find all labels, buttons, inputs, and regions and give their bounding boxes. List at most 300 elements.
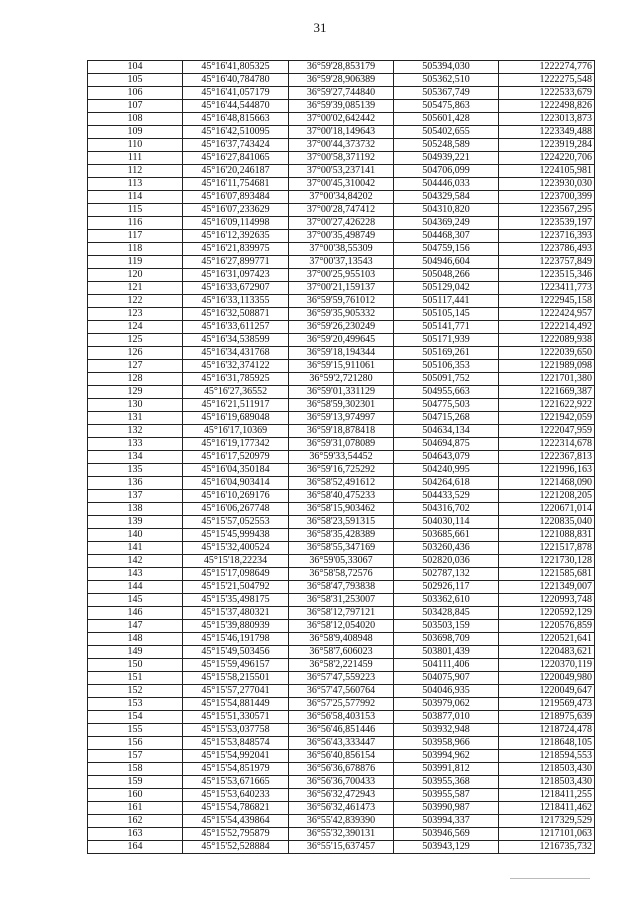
table-row bbox=[88, 230, 595, 243]
point-number-cell: 128 bbox=[88, 373, 183, 386]
y-coordinate-cell: 1222047,959 bbox=[499, 425, 595, 438]
longitude-cell: 36°59'2,721280 bbox=[289, 373, 394, 386]
table-row bbox=[88, 477, 595, 490]
point-number-cell: 117 bbox=[88, 230, 183, 243]
point-number-cell: 104 bbox=[88, 61, 183, 74]
point-number-cell: 118 bbox=[88, 243, 183, 256]
longitude-cell: 36°59'28,853179 bbox=[289, 61, 394, 74]
latitude-cell: 45°15'46,191798 bbox=[183, 633, 289, 646]
point-number-cell: 145 bbox=[88, 594, 183, 607]
longitude-cell: 36°59'31,078089 bbox=[289, 438, 394, 451]
longitude-cell: 37°00'27,426228 bbox=[289, 217, 394, 230]
x-coordinate-cell: 504075,907 bbox=[394, 672, 499, 685]
longitude-cell: 36°59'05,33067 bbox=[289, 555, 394, 568]
x-coordinate-cell: 505117,441 bbox=[394, 295, 499, 308]
point-number-cell: 122 bbox=[88, 295, 183, 308]
point-number-cell: 164 bbox=[88, 841, 183, 854]
table-row bbox=[88, 620, 595, 633]
table-row bbox=[88, 399, 595, 412]
longitude-cell: 36°59'33,54452 bbox=[289, 451, 394, 464]
x-coordinate-cell: 505106,353 bbox=[394, 360, 499, 373]
table-row bbox=[88, 711, 595, 724]
table-row bbox=[88, 152, 595, 165]
longitude-cell: 36°58'9,408948 bbox=[289, 633, 394, 646]
latitude-cell: 45°16'34,538599 bbox=[183, 334, 289, 347]
y-coordinate-cell: 1223567,295 bbox=[499, 204, 595, 217]
table-row bbox=[88, 139, 595, 152]
y-coordinate-cell: 1221622,922 bbox=[499, 399, 595, 412]
y-coordinate-cell: 1216735,732 bbox=[499, 841, 595, 854]
coordinates-table-body bbox=[88, 61, 595, 854]
latitude-cell: 45°16'20,246187 bbox=[183, 165, 289, 178]
point-number-cell: 148 bbox=[88, 633, 183, 646]
latitude-cell: 45°15'54,439864 bbox=[183, 815, 289, 828]
longitude-cell: 36°59'18,194344 bbox=[289, 347, 394, 360]
point-number-cell: 162 bbox=[88, 815, 183, 828]
y-coordinate-cell: 1223757,849 bbox=[499, 256, 595, 269]
x-coordinate-cell: 503685,661 bbox=[394, 529, 499, 542]
latitude-cell: 45°15'35,498175 bbox=[183, 594, 289, 607]
table-row bbox=[88, 594, 595, 607]
page-number: 31 bbox=[313, 20, 327, 35]
table-row bbox=[88, 191, 595, 204]
x-coordinate-cell: 505105,145 bbox=[394, 308, 499, 321]
latitude-cell: 45°15'57,277041 bbox=[183, 685, 289, 698]
x-coordinate-cell: 503801,439 bbox=[394, 646, 499, 659]
x-coordinate-cell: 504240,995 bbox=[394, 464, 499, 477]
point-number-cell: 126 bbox=[88, 347, 183, 360]
longitude-cell: 37°00'21,159137 bbox=[289, 282, 394, 295]
point-number-cell: 131 bbox=[88, 412, 183, 425]
y-coordinate-cell: 1220049,647 bbox=[499, 685, 595, 698]
y-coordinate-cell: 1218594,553 bbox=[499, 750, 595, 763]
y-coordinate-cell: 1224220,706 bbox=[499, 152, 595, 165]
table-row bbox=[88, 802, 595, 815]
latitude-cell: 45°16'27,36552 bbox=[183, 386, 289, 399]
x-coordinate-cell: 503943,129 bbox=[394, 841, 499, 854]
x-coordinate-cell: 503932,948 bbox=[394, 724, 499, 737]
x-coordinate-cell: 505169,261 bbox=[394, 347, 499, 360]
point-number-cell: 114 bbox=[88, 191, 183, 204]
point-number-cell: 155 bbox=[88, 724, 183, 737]
table-row bbox=[88, 360, 595, 373]
y-coordinate-cell: 1218724,478 bbox=[499, 724, 595, 737]
latitude-cell: 45°16'41,057179 bbox=[183, 87, 289, 100]
longitude-cell: 36°55'15,637457 bbox=[289, 841, 394, 854]
point-number-cell: 140 bbox=[88, 529, 183, 542]
point-number-cell: 116 bbox=[88, 217, 183, 230]
longitude-cell: 37°00'53,237141 bbox=[289, 165, 394, 178]
x-coordinate-cell: 504030,114 bbox=[394, 516, 499, 529]
x-coordinate-cell: 502787,132 bbox=[394, 568, 499, 581]
y-coordinate-cell: 1220370,119 bbox=[499, 659, 595, 672]
y-coordinate-cell: 1222214,492 bbox=[499, 321, 595, 334]
latitude-cell: 45°16'37,743424 bbox=[183, 139, 289, 152]
table-row bbox=[88, 750, 595, 763]
point-number-cell: 152 bbox=[88, 685, 183, 698]
x-coordinate-cell: 504433,529 bbox=[394, 490, 499, 503]
table-row bbox=[88, 412, 595, 425]
longitude-cell: 36°56'32,461473 bbox=[289, 802, 394, 815]
latitude-cell: 45°15'57,052553 bbox=[183, 516, 289, 529]
y-coordinate-cell: 1217329,529 bbox=[499, 815, 595, 828]
point-number-cell: 163 bbox=[88, 828, 183, 841]
latitude-cell: 45°15'17,098649 bbox=[183, 568, 289, 581]
point-number-cell: 136 bbox=[88, 477, 183, 490]
latitude-cell: 45°15'52,795879 bbox=[183, 828, 289, 841]
latitude-cell: 45°16'41,805325 bbox=[183, 61, 289, 74]
y-coordinate-cell: 1218411,462 bbox=[499, 802, 595, 815]
x-coordinate-cell: 505601,428 bbox=[394, 113, 499, 126]
x-coordinate-cell: 505248,589 bbox=[394, 139, 499, 152]
table-row bbox=[88, 776, 595, 789]
latitude-cell: 45°15'54,851979 bbox=[183, 763, 289, 776]
y-coordinate-cell: 1220049,980 bbox=[499, 672, 595, 685]
x-coordinate-cell: 503428,845 bbox=[394, 607, 499, 620]
latitude-cell: 45°15'54,992041 bbox=[183, 750, 289, 763]
y-coordinate-cell: 1223930,030 bbox=[499, 178, 595, 191]
y-coordinate-cell: 1223700,399 bbox=[499, 191, 595, 204]
point-number-cell: 123 bbox=[88, 308, 183, 321]
table-row bbox=[88, 529, 595, 542]
y-coordinate-cell: 1220671,014 bbox=[499, 503, 595, 516]
point-number-cell: 130 bbox=[88, 399, 183, 412]
longitude-cell: 36°59'59,761012 bbox=[289, 295, 394, 308]
y-coordinate-cell: 1222039,650 bbox=[499, 347, 595, 360]
table-row bbox=[88, 321, 595, 334]
x-coordinate-cell: 504111,406 bbox=[394, 659, 499, 672]
longitude-cell: 36°59'26,230249 bbox=[289, 321, 394, 334]
y-coordinate-cell: 1223349,488 bbox=[499, 126, 595, 139]
point-number-cell: 113 bbox=[88, 178, 183, 191]
longitude-cell: 37°00'28,747412 bbox=[289, 204, 394, 217]
table-row bbox=[88, 61, 595, 74]
x-coordinate-cell: 504775,503 bbox=[394, 399, 499, 412]
x-coordinate-cell: 503362,610 bbox=[394, 594, 499, 607]
table-row bbox=[88, 74, 595, 87]
x-coordinate-cell: 504264,618 bbox=[394, 477, 499, 490]
y-coordinate-cell: 1223786,493 bbox=[499, 243, 595, 256]
longitude-cell: 36°58'31,253007 bbox=[289, 594, 394, 607]
longitude-cell: 36°59'01,331129 bbox=[289, 386, 394, 399]
longitude-cell: 37°00'34,84202 bbox=[289, 191, 394, 204]
longitude-cell: 36°58'7,606023 bbox=[289, 646, 394, 659]
point-number-cell: 127 bbox=[88, 360, 183, 373]
x-coordinate-cell: 503994,337 bbox=[394, 815, 499, 828]
x-coordinate-cell: 505048,266 bbox=[394, 269, 499, 282]
latitude-cell: 45°16'32,374122 bbox=[183, 360, 289, 373]
y-coordinate-cell: 1218411,255 bbox=[499, 789, 595, 802]
point-number-cell: 151 bbox=[88, 672, 183, 685]
y-coordinate-cell: 1221585,681 bbox=[499, 568, 595, 581]
table-row bbox=[88, 724, 595, 737]
latitude-cell: 45°16'40,784780 bbox=[183, 74, 289, 87]
table-row bbox=[88, 373, 595, 386]
table-row bbox=[88, 646, 595, 659]
longitude-cell: 36°58'2,221459 bbox=[289, 659, 394, 672]
latitude-cell: 45°16'07,893484 bbox=[183, 191, 289, 204]
point-number-cell: 141 bbox=[88, 542, 183, 555]
latitude-cell: 45°15'39,880939 bbox=[183, 620, 289, 633]
latitude-cell: 45°16'19,177342 bbox=[183, 438, 289, 451]
latitude-cell: 45°16'48,815663 bbox=[183, 113, 289, 126]
latitude-cell: 45°16'44,544870 bbox=[183, 100, 289, 113]
point-number-cell: 159 bbox=[88, 776, 183, 789]
point-number-cell: 105 bbox=[88, 74, 183, 87]
longitude-cell: 36°56'43,333447 bbox=[289, 737, 394, 750]
latitude-cell: 45°16'33,672907 bbox=[183, 282, 289, 295]
longitude-cell: 37°00'58,371192 bbox=[289, 152, 394, 165]
footer-rule bbox=[510, 878, 590, 879]
x-coordinate-cell: 504310,820 bbox=[394, 204, 499, 217]
point-number-cell: 149 bbox=[88, 646, 183, 659]
point-number-cell: 139 bbox=[88, 516, 183, 529]
x-coordinate-cell: 503979,062 bbox=[394, 698, 499, 711]
x-coordinate-cell: 504446,033 bbox=[394, 178, 499, 191]
y-coordinate-cell: 1222089,938 bbox=[499, 334, 595, 347]
y-coordinate-cell: 1221468,090 bbox=[499, 477, 595, 490]
longitude-cell: 37°00'18,149643 bbox=[289, 126, 394, 139]
longitude-cell: 36°59'16,725292 bbox=[289, 464, 394, 477]
table-row bbox=[88, 87, 595, 100]
longitude-cell: 36°58'23,591315 bbox=[289, 516, 394, 529]
x-coordinate-cell: 505091,752 bbox=[394, 373, 499, 386]
longitude-cell: 36°59'13,974997 bbox=[289, 412, 394, 425]
point-number-cell: 112 bbox=[88, 165, 183, 178]
point-number-cell: 135 bbox=[88, 464, 183, 477]
table-row bbox=[88, 126, 595, 139]
latitude-cell: 45°15'45,999438 bbox=[183, 529, 289, 542]
x-coordinate-cell: 503990,987 bbox=[394, 802, 499, 815]
point-number-cell: 157 bbox=[88, 750, 183, 763]
x-coordinate-cell: 503991,812 bbox=[394, 763, 499, 776]
latitude-cell: 45°16'31,785925 bbox=[183, 373, 289, 386]
y-coordinate-cell: 1221996,163 bbox=[499, 464, 595, 477]
x-coordinate-cell: 503955,587 bbox=[394, 789, 499, 802]
table-row bbox=[88, 347, 595, 360]
longitude-cell: 36°58'55,347169 bbox=[289, 542, 394, 555]
point-number-cell: 150 bbox=[88, 659, 183, 672]
table-row bbox=[88, 178, 595, 191]
longitude-cell: 36°59'18,878418 bbox=[289, 425, 394, 438]
y-coordinate-cell: 1221669,387 bbox=[499, 386, 595, 399]
y-coordinate-cell: 1222275,548 bbox=[499, 74, 595, 87]
latitude-cell: 45°16'19,689048 bbox=[183, 412, 289, 425]
y-coordinate-cell: 1217101,063 bbox=[499, 828, 595, 841]
latitude-cell: 45°16'11,754681 bbox=[183, 178, 289, 191]
latitude-cell: 45°15'49,503456 bbox=[183, 646, 289, 659]
table-row bbox=[88, 763, 595, 776]
latitude-cell: 45°16'09,114998 bbox=[183, 217, 289, 230]
longitude-cell: 36°58'15,903462 bbox=[289, 503, 394, 516]
latitude-cell: 45°15'37,480321 bbox=[183, 607, 289, 620]
x-coordinate-cell: 505367,749 bbox=[394, 87, 499, 100]
longitude-cell: 36°56'32,472943 bbox=[289, 789, 394, 802]
x-coordinate-cell: 503955,368 bbox=[394, 776, 499, 789]
table-row bbox=[88, 204, 595, 217]
y-coordinate-cell: 1223919,284 bbox=[499, 139, 595, 152]
table-row bbox=[88, 659, 595, 672]
x-coordinate-cell: 505475,863 bbox=[394, 100, 499, 113]
longitude-cell: 36°58'12,054020 bbox=[289, 620, 394, 633]
table-row bbox=[88, 451, 595, 464]
table-row bbox=[88, 672, 595, 685]
longitude-cell: 36°59'35,905332 bbox=[289, 308, 394, 321]
point-number-cell: 147 bbox=[88, 620, 183, 633]
point-number-cell: 161 bbox=[88, 802, 183, 815]
longitude-cell: 36°59'15,911061 bbox=[289, 360, 394, 373]
latitude-cell: 45°16'04,350184 bbox=[183, 464, 289, 477]
x-coordinate-cell: 504694,875 bbox=[394, 438, 499, 451]
longitude-cell: 37°00'37,13543 bbox=[289, 256, 394, 269]
y-coordinate-cell: 1223013,873 bbox=[499, 113, 595, 126]
y-coordinate-cell: 1224105,981 bbox=[499, 165, 595, 178]
table-row bbox=[88, 100, 595, 113]
x-coordinate-cell: 504715,268 bbox=[394, 412, 499, 425]
y-coordinate-cell: 1221942,059 bbox=[499, 412, 595, 425]
latitude-cell: 45°16'17,10369 bbox=[183, 425, 289, 438]
point-number-cell: 158 bbox=[88, 763, 183, 776]
latitude-cell: 45°16'04,903414 bbox=[183, 477, 289, 490]
latitude-cell: 45°16'12,392635 bbox=[183, 230, 289, 243]
y-coordinate-cell: 1221208,205 bbox=[499, 490, 595, 503]
table-row bbox=[88, 685, 595, 698]
longitude-cell: 37°00'02,642442 bbox=[289, 113, 394, 126]
y-coordinate-cell: 1222533,679 bbox=[499, 87, 595, 100]
y-coordinate-cell: 1221989,098 bbox=[499, 360, 595, 373]
x-coordinate-cell: 502926,117 bbox=[394, 581, 499, 594]
point-number-cell: 111 bbox=[88, 152, 183, 165]
latitude-cell: 45°15'53,671665 bbox=[183, 776, 289, 789]
table-row bbox=[88, 828, 595, 841]
table-row bbox=[88, 308, 595, 321]
table-row bbox=[88, 282, 595, 295]
x-coordinate-cell: 504706,099 bbox=[394, 165, 499, 178]
longitude-cell: 37°00'25,955103 bbox=[289, 269, 394, 282]
longitude-cell: 36°59'20,499645 bbox=[289, 334, 394, 347]
point-number-cell: 160 bbox=[88, 789, 183, 802]
y-coordinate-cell: 1219569,473 bbox=[499, 698, 595, 711]
x-coordinate-cell: 504939,221 bbox=[394, 152, 499, 165]
y-coordinate-cell: 1218503,430 bbox=[499, 763, 595, 776]
point-number-cell: 109 bbox=[88, 126, 183, 139]
longitude-cell: 36°58'12,797121 bbox=[289, 607, 394, 620]
y-coordinate-cell: 1223716,393 bbox=[499, 230, 595, 243]
x-coordinate-cell: 504634,134 bbox=[394, 425, 499, 438]
y-coordinate-cell: 1221730,128 bbox=[499, 555, 595, 568]
table-row bbox=[88, 243, 595, 256]
latitude-cell: 45°15'51,330571 bbox=[183, 711, 289, 724]
point-number-cell: 153 bbox=[88, 698, 183, 711]
table-row bbox=[88, 490, 595, 503]
longitude-cell: 36°59'28,906389 bbox=[289, 74, 394, 87]
y-coordinate-cell: 1218648,105 bbox=[499, 737, 595, 750]
point-number-cell: 146 bbox=[88, 607, 183, 620]
x-coordinate-cell: 503946,569 bbox=[394, 828, 499, 841]
y-coordinate-cell: 1218503,430 bbox=[499, 776, 595, 789]
latitude-cell: 45°15'53,848574 bbox=[183, 737, 289, 750]
latitude-cell: 45°16'32,508871 bbox=[183, 308, 289, 321]
point-number-cell: 132 bbox=[88, 425, 183, 438]
table-row bbox=[88, 542, 595, 555]
longitude-cell: 36°58'59,302301 bbox=[289, 399, 394, 412]
y-coordinate-cell: 1222367,813 bbox=[499, 451, 595, 464]
y-coordinate-cell: 1223515,346 bbox=[499, 269, 595, 282]
y-coordinate-cell: 1220993,748 bbox=[499, 594, 595, 607]
x-coordinate-cell: 503994,962 bbox=[394, 750, 499, 763]
point-number-cell: 107 bbox=[88, 100, 183, 113]
longitude-cell: 36°56'36,700433 bbox=[289, 776, 394, 789]
point-number-cell: 115 bbox=[88, 204, 183, 217]
y-coordinate-cell: 1223411,773 bbox=[499, 282, 595, 295]
longitude-cell: 36°56'58,403153 bbox=[289, 711, 394, 724]
x-coordinate-cell: 503260,436 bbox=[394, 542, 499, 555]
table-row bbox=[88, 217, 595, 230]
latitude-cell: 45°16'31,097423 bbox=[183, 269, 289, 282]
coordinates-table bbox=[87, 60, 595, 854]
latitude-cell: 45°16'21,839975 bbox=[183, 243, 289, 256]
latitude-cell: 45°16'27,841065 bbox=[183, 152, 289, 165]
table-row bbox=[88, 581, 595, 594]
x-coordinate-cell: 505129,042 bbox=[394, 282, 499, 295]
latitude-cell: 45°15'54,786821 bbox=[183, 802, 289, 815]
y-coordinate-cell: 1222498,826 bbox=[499, 100, 595, 113]
longitude-cell: 36°58'58,72576 bbox=[289, 568, 394, 581]
y-coordinate-cell: 1221701,380 bbox=[499, 373, 595, 386]
point-number-cell: 142 bbox=[88, 555, 183, 568]
x-coordinate-cell: 504329,584 bbox=[394, 191, 499, 204]
x-coordinate-cell: 504468,307 bbox=[394, 230, 499, 243]
point-number-cell: 108 bbox=[88, 113, 183, 126]
table-row bbox=[88, 555, 595, 568]
table-row bbox=[88, 633, 595, 646]
point-number-cell: 124 bbox=[88, 321, 183, 334]
y-coordinate-cell: 1220576,859 bbox=[499, 620, 595, 633]
x-coordinate-cell: 505141,771 bbox=[394, 321, 499, 334]
table-row bbox=[88, 698, 595, 711]
x-coordinate-cell: 503503,159 bbox=[394, 620, 499, 633]
longitude-cell: 37°00'45,310042 bbox=[289, 178, 394, 191]
point-number-cell: 154 bbox=[88, 711, 183, 724]
longitude-cell: 36°58'52,491612 bbox=[289, 477, 394, 490]
point-number-cell: 110 bbox=[88, 139, 183, 152]
y-coordinate-cell: 1218975,639 bbox=[499, 711, 595, 724]
latitude-cell: 45°16'34,431768 bbox=[183, 347, 289, 360]
x-coordinate-cell: 504316,702 bbox=[394, 503, 499, 516]
y-coordinate-cell: 1222424,957 bbox=[499, 308, 595, 321]
y-coordinate-cell: 1220483,621 bbox=[499, 646, 595, 659]
x-coordinate-cell: 504759,156 bbox=[394, 243, 499, 256]
x-coordinate-cell: 505362,510 bbox=[394, 74, 499, 87]
table-row bbox=[88, 516, 595, 529]
latitude-cell: 45°15'53,640233 bbox=[183, 789, 289, 802]
point-number-cell: 133 bbox=[88, 438, 183, 451]
x-coordinate-cell: 504955,663 bbox=[394, 386, 499, 399]
longitude-cell: 36°57'47,559223 bbox=[289, 672, 394, 685]
table-row bbox=[88, 256, 595, 269]
table-row bbox=[88, 789, 595, 802]
longitude-cell: 36°57'25,577992 bbox=[289, 698, 394, 711]
y-coordinate-cell: 1223539,197 bbox=[499, 217, 595, 230]
table-row bbox=[88, 334, 595, 347]
table-row bbox=[88, 815, 595, 828]
longitude-cell: 37°00'35,498749 bbox=[289, 230, 394, 243]
table-row bbox=[88, 568, 595, 581]
latitude-cell: 45°15'58,215501 bbox=[183, 672, 289, 685]
latitude-cell: 45°16'33,113355 bbox=[183, 295, 289, 308]
y-coordinate-cell: 1220592,129 bbox=[499, 607, 595, 620]
y-coordinate-cell: 1221088,831 bbox=[499, 529, 595, 542]
